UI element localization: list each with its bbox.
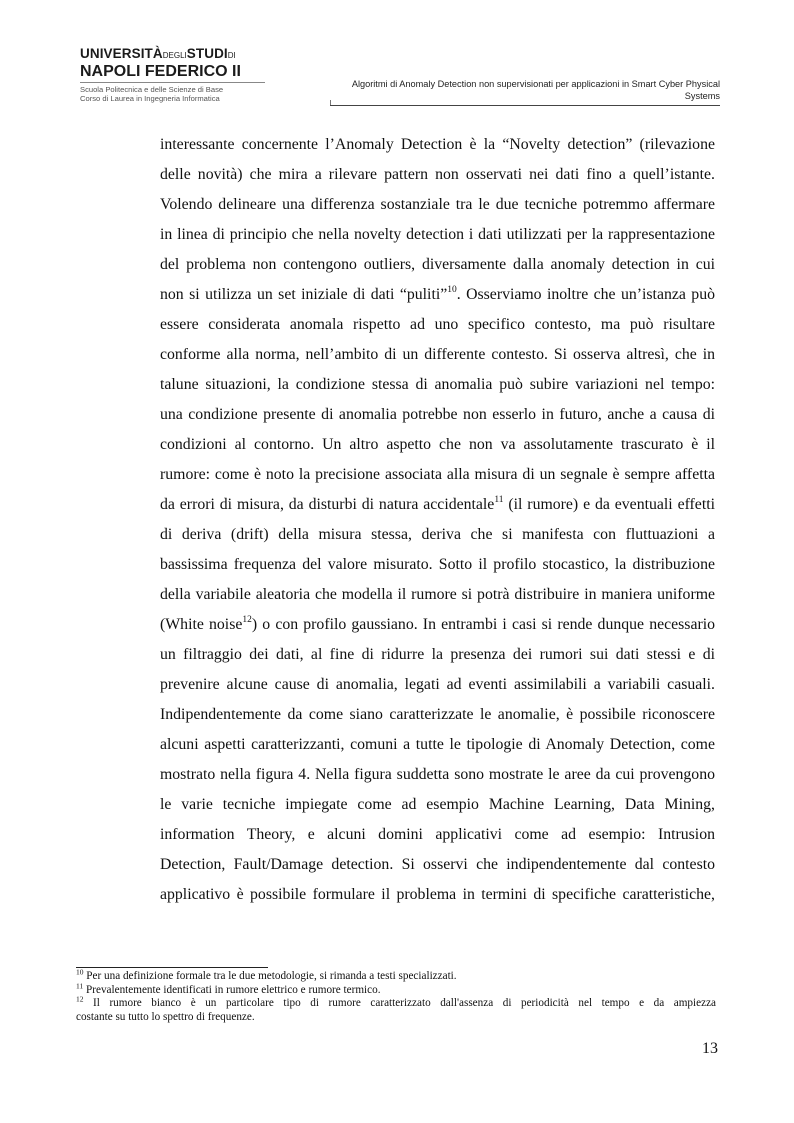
text-line-footnote-12: (White noise$^{12}$) o con profilo gaussiano. In entrambi i casi si rende dunque necessario bbox=[160, 614, 716, 633]
text-line: rumore: come è noto la precisione associata alla misura di un segnale è sempre affetta bbox=[160, 466, 715, 483]
text-line: information Theory, e alcuni domini applicativi come ad esempio: Intrusion bbox=[160, 826, 715, 843]
footnote-ref-12[interactable]: 12 bbox=[242, 614, 252, 625]
footnote-10: $^{10}$ Per una definizione formale tra le due metodologie, si rimanda a testi specializzati. bbox=[76, 967, 457, 982]
text-line-footnote-10: non si utilizza un set iniziale di dati “puliti”$^{10}$. Osserviamo inoltre che un’istanza può bbox=[160, 284, 715, 303]
text-line: una condizione presente di anomalia potrebbe non esserlo in futuro, anche a causa di bbox=[160, 406, 715, 423]
text-line: talune situazioni, la condizione stessa di anomalia può subire variazioni nel tempo: bbox=[160, 376, 715, 393]
logo-line-school: Scuola Politecnica e delle Scienze di Base bbox=[80, 85, 224, 94]
running-header-line2: Systems bbox=[684, 90, 720, 101]
text-line: condizioni al contorno. Un altro aspetto che non va assolutamente trascurato è il bbox=[160, 436, 715, 453]
text-line: un filtraggio dei dati, al fine di ridurre la presenza dei rumori sui dati stessi e di bbox=[160, 646, 715, 663]
text-line: del problema non contengono outliers, diversamente dalla anomaly detection in cui bbox=[160, 256, 715, 273]
footnote-separator bbox=[76, 967, 268, 968]
footnotes bbox=[76, 967, 716, 1024]
text-line: applicativo è possibile formulare il problema in termini di specifiche caratteristiche, bbox=[160, 886, 715, 903]
body-paragraph bbox=[160, 130, 715, 910]
text-line: di deriva (drift) della misura stessa, deriva che si manifesta con fluttuazioni a bbox=[160, 526, 715, 543]
page-number: 13 bbox=[702, 1040, 718, 1057]
text-line: interessante concernente l’Anomaly Detection è la “Novelty detection” (rilevazione bbox=[160, 136, 715, 153]
text-line: essere considerata anomala rispetto ad uno specifico contesto, ma può risultare bbox=[160, 316, 715, 333]
text-line: alcuni aspetti caratterizzanti, comuni a tutte le tipologie di Anomaly Detection, come bbox=[160, 736, 715, 753]
text-line-footnote-11: da errori di misura, da disturbi di natura accidentale$^{11}$ (il rumore) e da eventuali effetti bbox=[160, 494, 715, 513]
header-rule bbox=[330, 105, 720, 106]
text-line: prevenire alcune cause di anomalia, legati ad eventi assimilabili a variabili casuali. bbox=[160, 676, 715, 693]
text-line: bassissima frequenza del valore misurato. Sotto il profilo stocastico, la distribuzione bbox=[160, 556, 715, 573]
text-line: Detection, Fault/Damage detection. Si osservi che indipendentemente dal contesto bbox=[160, 856, 715, 873]
logo-line-course: Corso di Laurea in Ingegneria Informatica bbox=[80, 94, 220, 103]
text-line: Volendo delineare una differenza sostanziale tra le due tecniche potremmo affermare bbox=[160, 196, 715, 213]
logo-line-university: UNIVERSITÀDEGLISTUDIDI bbox=[80, 46, 236, 61]
footnote-ref-10[interactable]: 10 bbox=[447, 284, 457, 295]
text-line: in linea di principio che nella novelty detection i dati utilizzati per la rappresentazione bbox=[160, 226, 715, 243]
footnote-11: $^{11}$ Prevalentemente identificati in rumore elettrico e rumore termico. bbox=[76, 980, 381, 996]
running-header bbox=[300, 79, 720, 102]
running-header-line1: Algoritmi di Anomaly Detection non supervisionati per applicazioni in Smart Cyber Physical bbox=[351, 79, 720, 89]
footnote-12-continued: costante su tutto lo spettro di frequenze. bbox=[76, 1010, 255, 1023]
text-line: delle novità) che mira a rilevare pattern non osservati nei dati fino a quell’istante. bbox=[160, 166, 715, 183]
text-line: le varie tecniche impiegate come ad esempio Machine Learning, Data Mining, bbox=[160, 796, 715, 813]
logo-line-napoli: NAPOLI FEDERICO II bbox=[80, 63, 241, 80]
footnote-12: $^{12}$ Il rumore bianco è un particolare tipo di rumore caratterizzato dall'assenza di periodicità nel tempo e da ampiezza bbox=[76, 994, 716, 1009]
text-line: conforme alla norma, nell’ambito di un differente contesto. Si osserva altresì, che in bbox=[160, 346, 715, 363]
text-line: Indipendentemente da come siano caratterizzate le anomalie, è possibile riconoscere bbox=[160, 706, 715, 723]
university-logo bbox=[80, 46, 270, 106]
text-line: mostrato nella figura 4. Nella figura suddetta sono mostrate le aree da cui provengono bbox=[160, 766, 715, 783]
text-line: della variabile aleatoria che modella il rumore si potrà distribuire in maniera uniforme bbox=[160, 586, 715, 603]
footnote-ref-11[interactable]: 11 bbox=[494, 494, 504, 505]
